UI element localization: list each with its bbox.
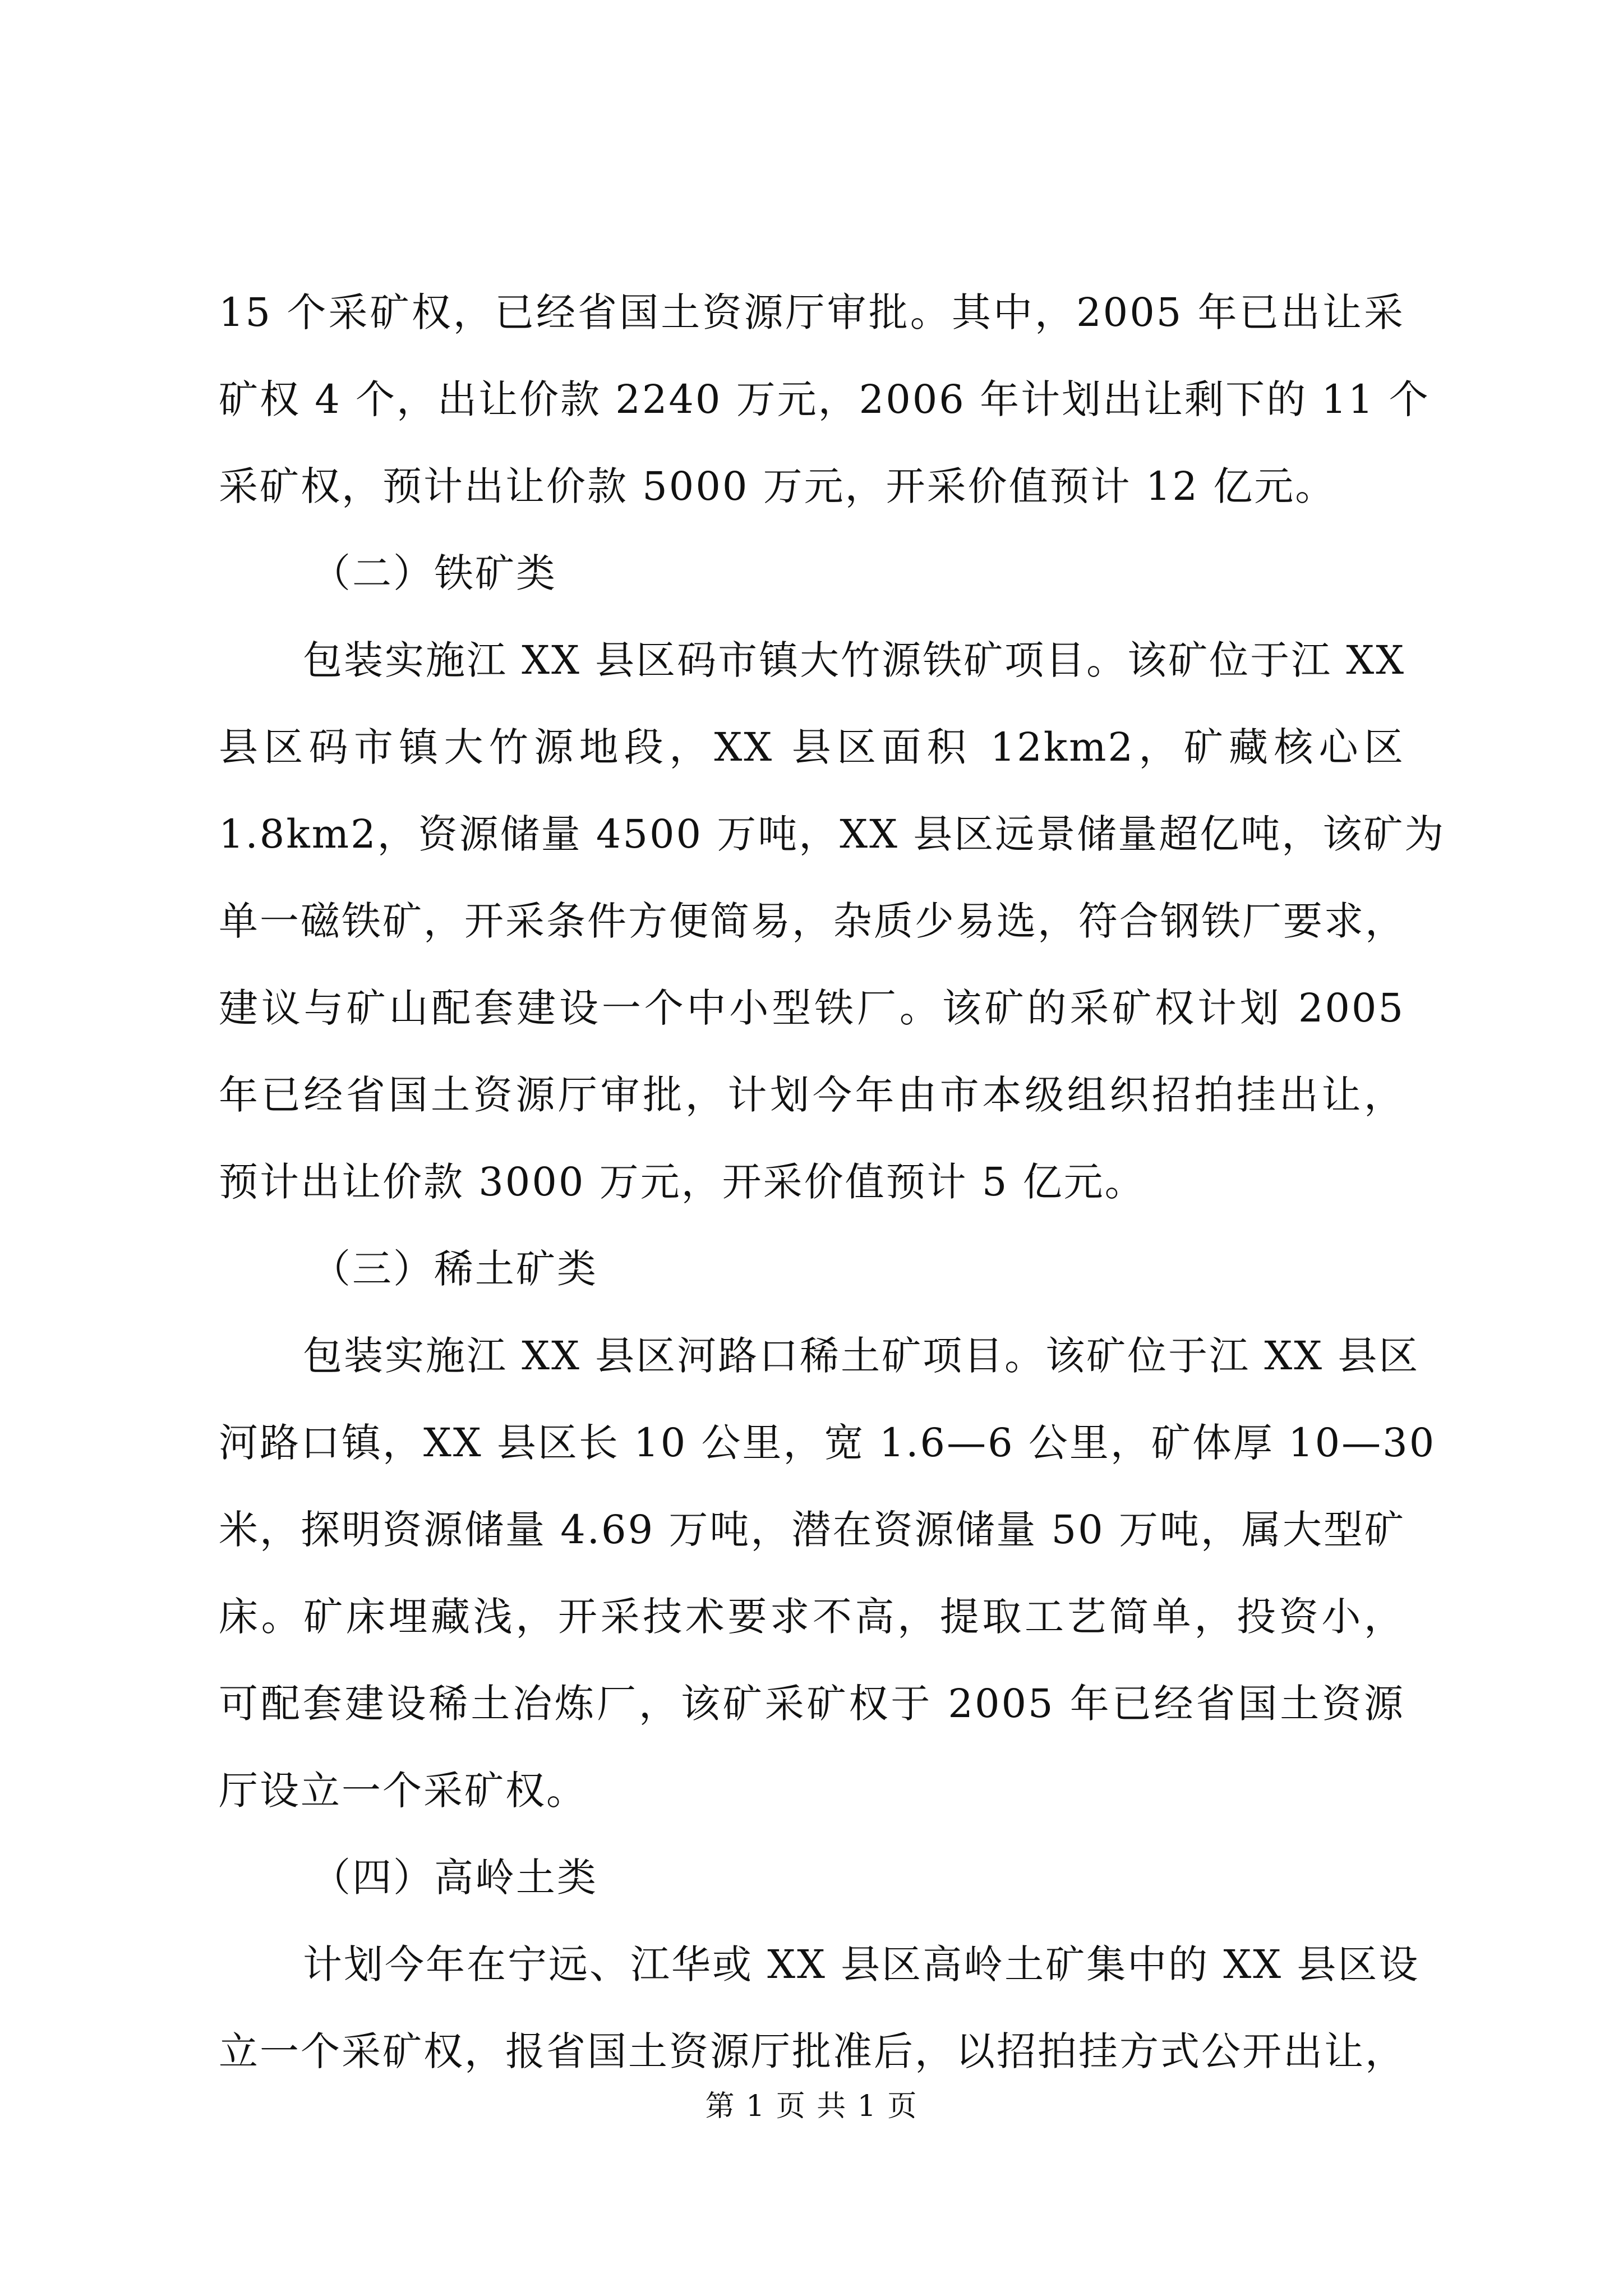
text-line: 立一个采矿权，报省国土资源厅批准后，以招拍挂方式公开出让， xyxy=(219,2028,1406,2074)
text-line: 包装实施江 XX 县区码市镇大竹源铁矿项目。该矿位于江 XX xyxy=(303,637,1406,683)
text-line: 年已经省国土资源厅审批，计划今年由市本级组织招拍挂出让， xyxy=(219,1072,1405,1118)
text-line: 建议与矿山配套建设一个中小型铁厂。该矿的采矿权计划 2005 xyxy=(219,985,1405,1031)
text-line: 单一磁铁矿，开采条件方便简易，杂质少易选，符合钢铁厂要求， xyxy=(219,898,1406,944)
text-line: 厅设立一个采矿权。 xyxy=(219,1768,587,1814)
text-line: 县区码市镇大竹源地段，XX 县区面积 12km2，矿藏核心区 xyxy=(219,724,1405,770)
text-line: 床。矿床埋藏浅，开采技术要求不高，提取工艺简单，投资小， xyxy=(219,1594,1405,1640)
text-line: 河路口镇，XX 县区长 10 公里，宽 1.6—6 公里，矿体厚 10—30 xyxy=(219,1420,1436,1466)
text-line: 1.8km2，资源储量 4500 万吨，XX 县区远景储量超亿吨，该矿为 xyxy=(219,811,1446,857)
body-text xyxy=(219,269,1446,2095)
text-line: 包装实施江 XX 县区河路口稀土矿项目。该矿位于江 XX 县区 xyxy=(303,1333,1420,1379)
section-heading: （二）铁矿类 xyxy=(311,550,557,596)
text-line: 矿权 4 个，出让价款 2240 万元，2006 年计划出让剩下的 11 个 xyxy=(219,376,1430,422)
text-line: 米，探明资源储量 4.69 万吨，潜在资源储量 50 万吨，属大型矿 xyxy=(219,1507,1405,1553)
text-line: 采矿权，预计出让价款 5000 万元，开采价值预计 12 亿元。 xyxy=(219,463,1336,509)
text-line: 计划今年在宁远、江华或 XX 县区高岭土矿集中的 XX 县区设 xyxy=(303,1941,1420,1987)
section-heading: （四）高岭土类 xyxy=(311,1855,598,1901)
page-footer: 第 1 页 共 1 页 xyxy=(705,2090,918,2123)
text-line: 可配套建设稀土冶炼厂，该矿采矿权于 2005 年已经省国土资源 xyxy=(219,1681,1405,1727)
text-line: 预计出让价款 3000 万元，开采价值预计 5 亿元。 xyxy=(219,1159,1146,1205)
text-line: 15 个采矿权，已经省国土资源厅审批。其中，2005 年已出让采 xyxy=(219,289,1405,335)
section-heading: （三）稀土矿类 xyxy=(311,1246,598,1292)
